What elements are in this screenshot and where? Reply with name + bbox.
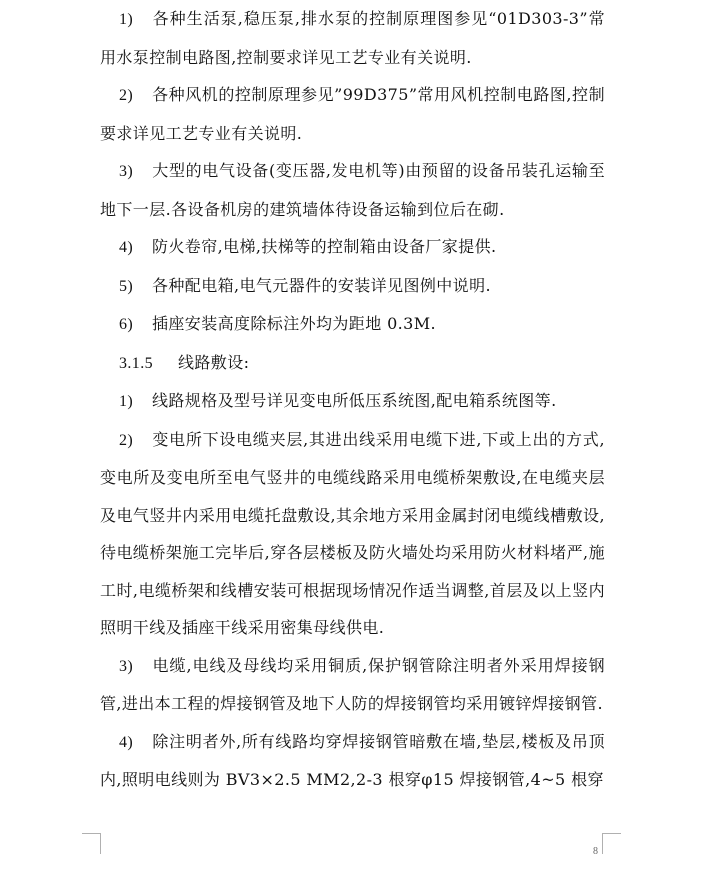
item-number: 4) — [119, 239, 134, 256]
item-number: 2) — [119, 431, 134, 449]
document-body — [100, 0, 605, 799]
paragraph-item-8 — [100, 421, 605, 647]
paragraph-item-9 — [100, 647, 605, 723]
section-heading — [100, 344, 605, 383]
item-number: 3) — [119, 163, 134, 180]
paragraph-item-7 — [100, 382, 605, 421]
item-number: 5) — [119, 277, 134, 295]
section-title: 线路敷设: — [178, 352, 250, 372]
item-text: 各种风机的控制原理参见”99D375”常用风机控制电路图,控制要求详见工艺专业有关说明. — [100, 85, 605, 143]
paragraph-item-5 — [100, 267, 605, 306]
page-corner-mark-right — [602, 833, 621, 854]
item-number: 6) — [119, 316, 134, 333]
paragraph-item-6 — [100, 305, 605, 344]
paragraph-item-1 — [100, 0, 605, 76]
paragraph-item-3 — [100, 152, 605, 228]
item-text: 插座安装高度除标注外均为距地 0.3M. — [152, 314, 437, 333]
section-number: 3.1.5 — [119, 354, 153, 372]
page-corner-mark-left — [82, 833, 101, 854]
item-number: 2) — [119, 87, 134, 104]
paragraph-item-10 — [100, 723, 605, 799]
item-number: 3) — [119, 657, 134, 675]
item-text: 除注明者外,所有线路均穿焊接钢管暗敷在墙,垫层,楼板及吊顶内,照明电线则为 BV3×2.5 MM2,2-3 根穿φ15 焊接钢管,4~5 根穿 — [100, 731, 605, 789]
paragraph-item-4 — [100, 228, 605, 267]
item-number: 1) — [119, 11, 134, 28]
item-text: 变电所下设电缆夹层,其进出线采用电缆下进,下或上出的方式,变电所及变电所至电气竖井的电缆线路采用电缆桥架敷设,在电缆夹层及电气竖井内采用电缆托盘敷设,其余地方采用金属封闭电缆线槽敷设,待电缆桥架施工完毕后,穿各层楼板及防火墙处均采用防火材料堵严,施工时,电缆桥架和线槽安装可根据现场情况作适当调整,首层及以上竖内照明干线及插座干线采用密集母线供电. — [100, 429, 605, 637]
item-number: 1) — [119, 393, 134, 410]
item-number: 4) — [119, 733, 134, 751]
item-text: 各种配电箱,电气元器件的安装详见图例中说明. — [152, 275, 491, 295]
page-number: 8 — [593, 846, 598, 857]
item-text: 各种生活泵,稳压泵,排水泵的控制原理图参见“01D303-3”常用水泵控制电路图,控制要求详见工艺专业有关说明. — [100, 9, 605, 67]
item-text: 大型的电气设备(变压器,发电机等)由预留的设备吊装孔运输至地下一层.各设备机房的建筑墙体待设备运输到位后在砌. — [100, 161, 605, 219]
item-text: 电缆,电线及母线均采用铜质,保护钢管除注明者外采用焊接钢管,进出本工程的焊接钢管及地下人防的焊接钢管均采用镀锌焊接钢管. — [100, 655, 605, 713]
item-text: 线路规格及型号详见变电所低压系统图,配电箱系统图等. — [152, 391, 557, 410]
paragraph-item-2 — [100, 76, 605, 152]
item-text: 防火卷帘,电梯,扶梯等的控制箱由设备厂家提供. — [152, 237, 497, 256]
